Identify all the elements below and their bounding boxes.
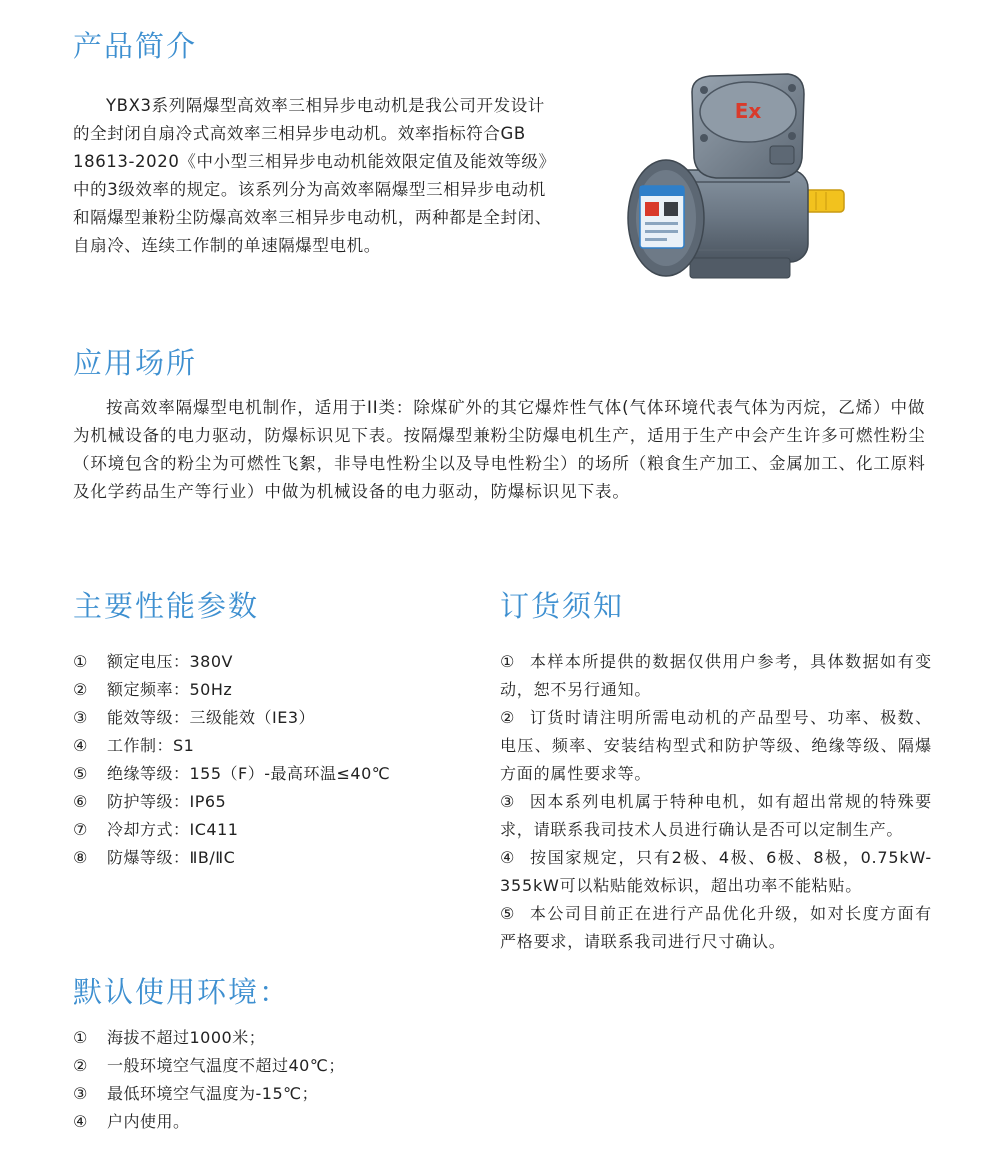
ordering-item xyxy=(500,900,932,956)
item-number: ⑥ xyxy=(73,792,88,811)
parameter-item xyxy=(73,844,390,872)
item-text: 户内使用。 xyxy=(107,1112,190,1131)
parameters-list xyxy=(73,648,390,872)
item-text: 一般环境空气温度不超过40℃； xyxy=(107,1056,345,1075)
item-number: ⑤ xyxy=(73,764,88,783)
parameter-item xyxy=(73,676,390,704)
item-text: 海拔不超过1000米； xyxy=(107,1028,266,1047)
environment-item xyxy=(73,1052,345,1080)
ordering-item xyxy=(500,788,932,844)
intro-text: YBX3系列隔爆型高效率三相异步电动机是我公司开发设计的全封闭自扇冷式高效率三相异步电动机。效率指标符合GB 18613-2020《中小型三相异步电动机能效限定值及能效等级》中的3级效率的规定。该系列分为高效率隔爆型三相异步电动机和隔爆型兼粉尘防爆高效率三相异步电动机，两种都是全封闭、自扇冷、连续工作制的单速隔爆型电机。 xyxy=(73,96,552,255)
item-text: 订货时请注明所需电动机的产品型号、功率、极数、电压、频率、安装结构型式和防护等级、绝缘等级、隔爆方面的属性要求等。 xyxy=(500,708,932,783)
application-title: 应用场所 xyxy=(73,346,198,380)
item-text: 冷却方式：IC411 xyxy=(107,820,239,839)
item-text: 因本系列电机属于特种电机，如有超出常规的特殊要求，请联系我司技术人员进行确认是否可以定制生产。 xyxy=(500,792,932,839)
item-number: ④ xyxy=(73,736,88,755)
item-text: 本样本所提供的数据仅供用户参考，具体数据如有变动，恕不另行通知。 xyxy=(500,652,932,699)
item-text: 防护等级：IP65 xyxy=(107,792,227,811)
parameter-item xyxy=(73,816,390,844)
parameter-item xyxy=(73,648,390,676)
item-number: ① xyxy=(73,1028,88,1047)
ordering-list xyxy=(500,648,932,956)
item-number: ④ xyxy=(500,848,517,867)
environment-list xyxy=(73,1024,345,1136)
item-text: 防爆等级：ⅡB/ⅡC xyxy=(107,848,236,867)
environment-item xyxy=(73,1080,345,1108)
ordering-item xyxy=(500,844,932,900)
item-number: ⑦ xyxy=(73,820,88,839)
item-number: ② xyxy=(73,680,88,699)
motor-image xyxy=(620,72,850,292)
item-number: ⑧ xyxy=(73,848,88,867)
ex-marking: Ex xyxy=(734,99,762,123)
item-number: ④ xyxy=(73,1112,88,1131)
item-text: 工作制：S1 xyxy=(107,736,195,755)
environment-item xyxy=(73,1108,345,1136)
parameter-item xyxy=(73,788,390,816)
intro-title: 产品简介 xyxy=(73,29,198,63)
item-text: 绝缘等级：155（F）-最高环温≤40℃ xyxy=(107,764,391,783)
ordering-item xyxy=(500,648,932,704)
item-number: ③ xyxy=(73,1084,88,1103)
item-number: ③ xyxy=(73,708,88,727)
item-number: ② xyxy=(73,1056,88,1075)
parameter-item xyxy=(73,760,390,788)
environment-item xyxy=(73,1024,345,1052)
application-text: 按高效率隔爆型电机制作，适用于II类：除煤矿外的其它爆炸性气体(气体环境代表气体为丙烷，乙烯）中做为机械设备的电力驱动，防爆标识见下表。按隔爆型兼粉尘防爆电机生产，适用于生产中会产生许多可燃性粉尘（环境包含的粉尘为可燃性飞絮，非导电性粉尘以及导电性粉尘）的场所（粮食生产加工、金属加工、化工原料及化学药品生产等行业）中做为机械设备的电力驱动，防爆标识见下表。 xyxy=(73,398,926,501)
ordering-title: 订货须知 xyxy=(500,589,625,623)
item-text: 本公司目前正在进行产品优化升级，如对长度方面有严格要求，请联系我司进行尺寸确认。 xyxy=(500,904,932,951)
item-number: ① xyxy=(500,652,516,671)
parameters-title: 主要性能参数 xyxy=(73,589,260,623)
item-text: 按国家规定，只有2极、4极、6极、8极，0.75kW-355kW可以粘贴能效标识，超出功率不能粘贴。 xyxy=(500,848,932,895)
item-number: ② xyxy=(500,708,516,727)
item-text: 最低环境空气温度为-15℃； xyxy=(107,1084,319,1103)
item-number: ① xyxy=(73,652,88,671)
item-number: ⑤ xyxy=(500,904,516,923)
parameter-item xyxy=(73,732,390,760)
environment-title: 默认使用环境： xyxy=(73,975,291,1009)
ordering-item xyxy=(500,704,932,788)
parameter-item xyxy=(73,704,390,732)
item-text: 能效等级：三级能效（IE3） xyxy=(107,708,316,727)
item-number: ③ xyxy=(500,792,516,811)
item-text: 额定电压：380V xyxy=(107,652,233,671)
item-text: 额定频率：50Hz xyxy=(107,680,233,699)
